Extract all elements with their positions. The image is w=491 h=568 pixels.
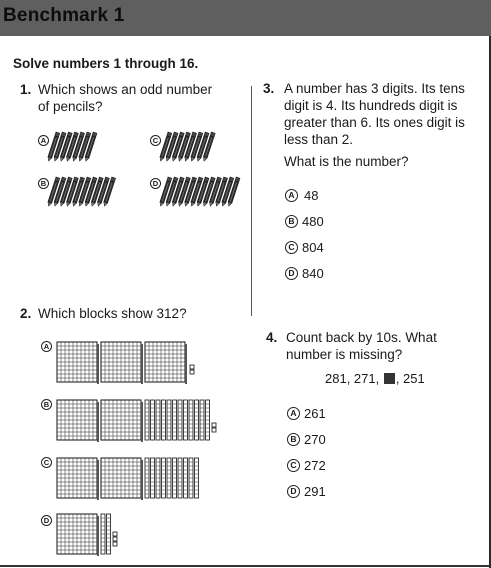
tens-rod xyxy=(173,400,177,440)
tens-rod xyxy=(200,400,204,440)
hundreds-flat xyxy=(57,514,99,556)
q3-answer-c-value: 804 xyxy=(302,240,324,255)
q2-text: Which blocks show 312? xyxy=(38,306,187,321)
q3-answer-d-bubble[interactable]: D xyxy=(285,267,298,280)
tens-rod xyxy=(145,458,149,498)
q4-answer-d-value: 291 xyxy=(304,484,326,499)
q3-answer-b-bubble[interactable]: B xyxy=(285,215,298,228)
instructions: Solve numbers 1 through 16. xyxy=(13,56,199,71)
tens-rod xyxy=(167,400,171,440)
hundreds-flat xyxy=(57,342,99,384)
hundreds-flat xyxy=(145,342,187,384)
q4-answer-b-value: 270 xyxy=(304,432,326,447)
ones-cube xyxy=(190,365,194,369)
q3-text-line: digit is 4. Its hundreds digit is xyxy=(284,98,458,113)
q4-answer-d-bubble[interactable]: D xyxy=(287,485,300,498)
tens-rod xyxy=(162,400,166,440)
hundreds-flat xyxy=(101,400,143,442)
q1-number: 1. xyxy=(20,82,32,97)
hundreds-flat xyxy=(57,400,99,442)
q4-number: 4. xyxy=(266,330,278,345)
ones-cube xyxy=(190,370,194,374)
q3-text-line: less than 2. xyxy=(284,132,354,147)
q1-option-b-pencils xyxy=(50,175,130,215)
page-header xyxy=(0,0,491,36)
tens-rod xyxy=(156,458,160,498)
q3-answer-a-value: 48 xyxy=(304,188,319,203)
q2-option-letter[interactable]: B xyxy=(41,399,52,410)
q4-sequence-after: , 251 xyxy=(395,371,425,386)
q3-answer-c-bubble[interactable]: C xyxy=(285,241,298,254)
tens-rod xyxy=(101,514,105,554)
q2-option-letter[interactable]: C xyxy=(41,457,52,468)
hundreds-flat xyxy=(101,342,143,384)
tens-rod xyxy=(107,514,111,554)
q4-answer-a-value: 261 xyxy=(304,406,326,421)
q4-answer-c-value: 272 xyxy=(304,458,326,473)
tens-rod xyxy=(184,458,188,498)
ones-cube xyxy=(113,532,117,536)
q3-text-line: A number has 3 digits. Its tens xyxy=(284,81,465,96)
q2-option-letter[interactable]: A xyxy=(41,341,52,352)
tens-rod xyxy=(167,458,171,498)
q3-answer-b-value: 480 xyxy=(302,214,324,229)
tens-rod xyxy=(162,458,166,498)
q4-answer-a-bubble[interactable]: A xyxy=(287,407,300,420)
q2-option-c-blocks xyxy=(55,456,255,502)
q1-text-line1: Which shows an odd number xyxy=(38,82,213,97)
tens-rod xyxy=(151,400,155,440)
q2-option-letter[interactable]: D xyxy=(41,515,52,526)
hundreds-flat xyxy=(101,458,143,500)
bottom-border xyxy=(0,565,491,567)
ones-cube xyxy=(113,537,117,541)
hundreds-flat xyxy=(57,458,99,500)
tens-rod xyxy=(145,400,149,440)
q1-option-letter[interactable]: D xyxy=(150,178,161,189)
ones-cube xyxy=(212,428,216,432)
q3-text-line: greater than 6. Its ones digit is xyxy=(284,115,465,130)
tens-rod xyxy=(184,400,188,440)
ones-cube xyxy=(113,542,117,546)
q3-answer-a-bubble[interactable]: A xyxy=(285,189,298,202)
page-title: Benchmark 1 xyxy=(3,5,125,26)
tens-rod xyxy=(189,458,193,498)
tens-rod xyxy=(195,400,199,440)
q3-number: 3. xyxy=(263,81,275,96)
q1-option-letter[interactable]: C xyxy=(150,135,161,146)
q2-option-a-blocks xyxy=(55,340,205,388)
q4-sequence xyxy=(325,371,425,386)
q1-option-letter[interactable]: A xyxy=(38,135,49,146)
tens-rod xyxy=(195,458,199,498)
q3-question: What is the number? xyxy=(284,154,409,169)
q4-answer-c-bubble[interactable]: C xyxy=(287,459,300,472)
q1-text-line2: of pencils? xyxy=(38,99,103,114)
tens-rod xyxy=(178,458,182,498)
q1-option-letter[interactable]: B xyxy=(38,178,49,189)
q1-option-c-pencils xyxy=(162,130,222,168)
tens-rod xyxy=(206,400,210,440)
q2-option-d-blocks xyxy=(55,512,175,560)
q4-answer-b-bubble[interactable]: B xyxy=(287,433,300,446)
tens-rod xyxy=(178,400,182,440)
ones-cube xyxy=(212,423,216,427)
q2-option-b-blocks xyxy=(55,398,255,444)
q2-number: 2. xyxy=(20,306,32,321)
q4-text-line1: Count back by 10s. What xyxy=(286,330,437,345)
missing-number-box xyxy=(384,373,395,384)
tens-rod xyxy=(173,458,177,498)
tens-rod xyxy=(151,458,155,498)
tens-rod xyxy=(189,400,193,440)
q1-option-d-pencils xyxy=(162,175,252,215)
tens-rod xyxy=(156,400,160,440)
q4-sequence-before: 281, 271, xyxy=(325,371,383,386)
q3-answer-d-value: 840 xyxy=(302,266,324,281)
q4-text-line2: number is missing? xyxy=(286,347,403,362)
q1-option-a-pencils xyxy=(50,130,110,168)
